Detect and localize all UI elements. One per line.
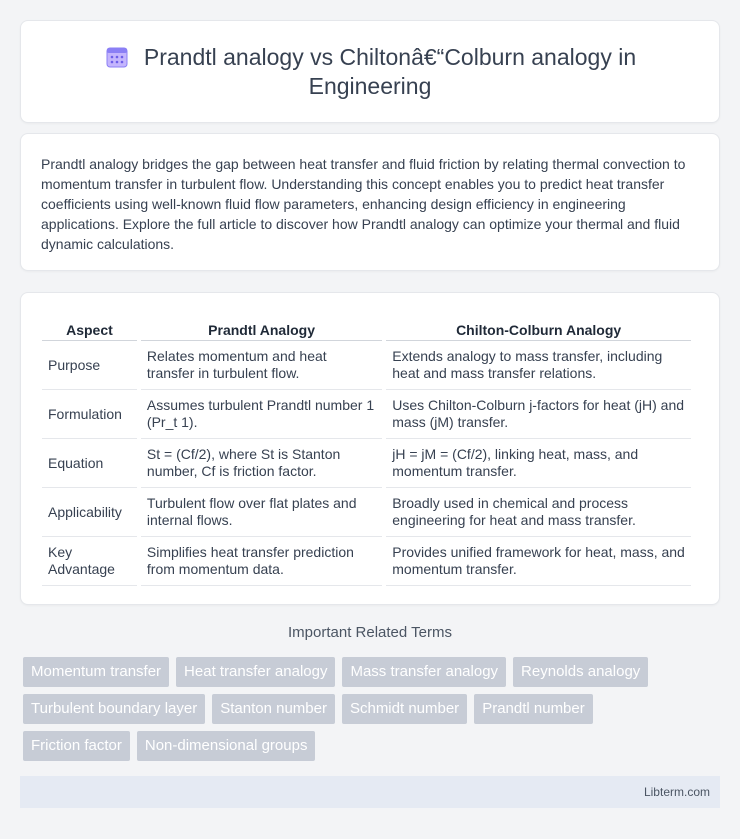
related-term-tag[interactable]: Momentum transfer	[23, 657, 169, 687]
related-term-tag[interactable]: Prandtl number	[474, 694, 593, 724]
related-term-tag[interactable]: Schmidt number	[342, 694, 467, 724]
table-row	[42, 537, 691, 586]
row-aspect: Purpose	[42, 341, 137, 390]
footer	[20, 776, 720, 808]
page-title	[90, 43, 650, 101]
footer-site-link[interactable]: Libterm.com	[643, 785, 710, 799]
related-term-tag[interactable]: Reynolds analogy	[513, 657, 648, 687]
related-terms-heading: Important Related Terms	[288, 624, 452, 641]
table-row	[42, 488, 691, 537]
table-row	[42, 390, 691, 439]
related-term-tag[interactable]: Heat transfer analogy	[176, 657, 335, 687]
header-prandtl: Prandtl Analogy	[141, 313, 382, 341]
row-prandtl: Relates momentum and heat transfer in turbulent flow.	[141, 341, 382, 390]
row-prandtl: Turbulent flow over flat plates and internal flows.	[141, 488, 382, 537]
table-row	[42, 341, 691, 390]
related-term-tag[interactable]: Friction factor	[23, 731, 130, 761]
related-term-tag[interactable]: Non-dimensional groups	[137, 731, 316, 761]
row-prandtl: Simplifies heat transfer prediction from momentum data.	[141, 537, 382, 586]
comparison-card	[20, 292, 720, 605]
row-aspect: Applicability	[42, 488, 137, 537]
table-header-row	[42, 313, 691, 341]
page-title-text: Prandtl analogy vs Chiltonâ€“Colburn analogy in Engineering	[143, 43, 637, 99]
table-row	[42, 439, 691, 488]
related-term-tag[interactable]: Mass transfer analogy	[342, 657, 506, 687]
calendar-grid-icon	[104, 45, 130, 69]
row-aspect: Key Advantage	[42, 537, 137, 586]
row-chilton-colburn: Provides unified framework for heat, mass, and momentum transfer.	[386, 537, 691, 586]
row-chilton-colburn: Extends analogy to mass transfer, including heat and mass transfer relations.	[386, 341, 691, 390]
related-term-tag[interactable]: Turbulent boundary layer	[23, 694, 205, 724]
intro-paragraph: Prandtl analogy bridges the gap between heat transfer and fluid friction by relating thermal convection to momentum transfer in turbulent flow. Understanding this concept enables you to predict heat transfer coefficients using well-known fluid flow parameters, enhancing design efficiency in engineering applications. Explore the full article to discover how Prandtl analogy can optimize your thermal and fluid dynamic calculations.	[41, 156, 686, 252]
row-chilton-colburn: Uses Chilton-Colburn j-factors for heat (jH) and mass (jM) transfer.	[386, 390, 691, 439]
row-prandtl: Assumes turbulent Prandtl number 1 (Pr_t 1).	[141, 390, 382, 439]
comparison-table	[38, 313, 695, 586]
row-prandtl: St = (Cf/2), where St is Stanton number, Cf is friction factor.	[141, 439, 382, 488]
related-term-tag[interactable]: Stanton number	[212, 694, 335, 724]
related-terms-list	[23, 657, 703, 761]
row-chilton-colburn: jH = jM = (Cf/2), linking heat, mass, and momentum transfer.	[386, 439, 691, 488]
row-aspect: Formulation	[42, 390, 137, 439]
title-card	[20, 20, 720, 123]
row-chilton-colburn: Broadly used in chemical and process engineering for heat and mass transfer.	[386, 488, 691, 537]
header-aspect: Aspect	[42, 313, 137, 341]
row-aspect: Equation	[42, 439, 137, 488]
intro-card	[20, 133, 720, 271]
header-chilton-colburn: Chilton-Colburn Analogy	[386, 313, 691, 341]
